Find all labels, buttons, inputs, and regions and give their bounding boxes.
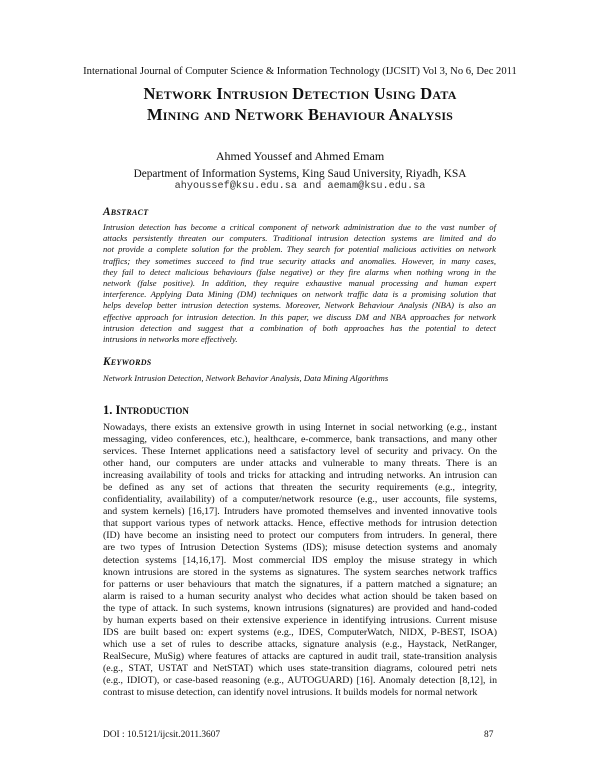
introduction-line: services. These Internet applications need a satisfactory level of security and privacy. On the xyxy=(103,446,497,458)
introduction-line: be defined as any set of actions that threaten the security requirements (e.g., integrity, xyxy=(103,482,497,494)
abstract-line: effective approach for intrusion detection. In this paper, we discuss DM and NBA approaches for network xyxy=(103,311,496,322)
introduction-line: (ID) have become an insisting need to protect our computers from intruders. In general, there xyxy=(103,530,497,542)
page-number: 87 xyxy=(484,730,494,740)
affiliation: Department of Information Systems, King Saud University, Riyadh, KSA xyxy=(133,168,467,180)
abstract-line: they fail to detect malicious behaviours (false negative) or they fire alarms when nothing wrong in the xyxy=(103,266,496,277)
introduction-line: IDS are built based on: expert systems (e.g., IDES, ComputerWatch, NIDX, P-BEST, ISOA) xyxy=(103,626,497,638)
doi: DOI : 10.5121/ijcsit.2011.3607 xyxy=(103,730,221,740)
section-heading-introduction: 1. Introduction xyxy=(103,403,189,417)
introduction-line: contrast to misuse detection, can identify novel intrusions. It builds models for normal network xyxy=(103,687,478,699)
abstract-line: helps develop better intrusion detection systems. Moreover, Network Behaviour Analysis (NBA) is also an xyxy=(103,300,496,311)
keywords-heading: Keywords xyxy=(103,356,152,368)
introduction-line: are two types of Intrusion Detection Systems (IDS); misuse detection systems and anomaly xyxy=(103,542,497,554)
journal-header: International Journal of Computer Science & Information Technology (IJCSIT) Vol 3, No 6, Dec 2011 xyxy=(83,66,517,77)
paper-title xyxy=(70,83,530,125)
introduction-line: which use a set of rules to describe attacks, signature analysis (e.g., Haystack, NetRanger, xyxy=(103,638,497,650)
abstract-body xyxy=(103,222,496,345)
introduction-body xyxy=(103,422,497,699)
abstract-heading: Abstract xyxy=(103,206,149,218)
keywords-text: Network Intrusion Detection, Network Behavior Analysis, Data Mining Algorithms xyxy=(103,373,389,383)
introduction-line: (e.g., STAT, USTAT and NetSTAT) which uses state-transition diagrams, coloured petri nets xyxy=(103,662,497,674)
abstract-line: intrusion detection and suggest that a combination of both approaches has the potential to detect xyxy=(103,322,496,333)
abstract-line: not provide a complete solution for the problem. They search for potential malicious activities on network xyxy=(103,244,496,255)
introduction-line: for patterns or user behaviours that match the signatures, if a pattern matched a signature; an xyxy=(103,578,497,590)
introduction-line: (e.g., IDIOT), or case-based reasoning (e.g., AUTOGUARD) [16]. Anomaly detection [8,12], in xyxy=(103,674,497,686)
introduction-line: increasing availability of tools and tricks for attacking and intruding networks. An intrusion can xyxy=(103,470,497,482)
introduction-line: detection systems [14,16,17]. Most commercial IDS employ the misuse strategy in which xyxy=(103,554,497,566)
abstract-line: network (false positive). In addition, they require exhaustive manual processing and human expert xyxy=(103,278,496,289)
introduction-line: known intrusions are stored in the systems as signatures. The system searches network traffics xyxy=(103,566,497,578)
introduction-line: messaging, video conferences, etc.), healthcare, e-commerce, bank transactions, and many other xyxy=(103,434,497,446)
introduction-line: Nowadays, there exists an extensive growth in using Internet in social networking (e.g., instant xyxy=(103,422,497,433)
abstract-line: attacks persistently threaten our computers. Traditional intrusion detection systems are limited and do xyxy=(103,233,496,244)
abstract-line: traffics; they sometimes succeed to find true security attacks and anomalies. However, in many cases, xyxy=(103,255,496,266)
introduction-line: that support various types of network attacks. Hence, effective methods for intrusion detection xyxy=(103,518,497,530)
introduction-line: alarm is raised to a human security analyst who decides what action should be taken based on xyxy=(103,590,497,602)
abstract-line: interference. Applying Data Mining (DM) techniques on network traffic data is a promising solution that xyxy=(103,289,496,300)
abstract-line: Intrusion detection has become a critical component of network administration due to the vast number of xyxy=(103,222,496,232)
title-line-2: Mining and Network Behaviour Analysis xyxy=(146,105,454,124)
introduction-line: by human experts based on their extensive experience in identifying intrusions. Current misuse xyxy=(103,614,497,626)
introduction-line: confidentiality, availability) of a computer/network resource (e.g., user accounts, file systems, xyxy=(103,494,497,506)
title-line-1: Network Intrusion Detection Using Data xyxy=(143,84,457,103)
author-emails: ahyoussef@ksu.edu.sa and aemam@ksu.edu.sa xyxy=(174,181,426,192)
introduction-line: the type of attack. In such systems, known intrusions (signatures) are provided and hand-coded xyxy=(103,602,497,614)
introduction-line: and system kernels) [16,17]. Intruders have promoted themselves and invented innovative tools xyxy=(103,506,497,518)
introduction-line: other hand, our computers are under attacks and vulnerable to many threats. There is an xyxy=(103,458,497,470)
abstract-line: intrusions in networks more effectively. xyxy=(103,334,238,345)
authors: Ahmed Youssef and Ahmed Emam xyxy=(215,149,385,163)
introduction-line: RealSecure, MuSig) where features of attacks are captured in audit trail, state-transition analysis xyxy=(103,650,497,662)
